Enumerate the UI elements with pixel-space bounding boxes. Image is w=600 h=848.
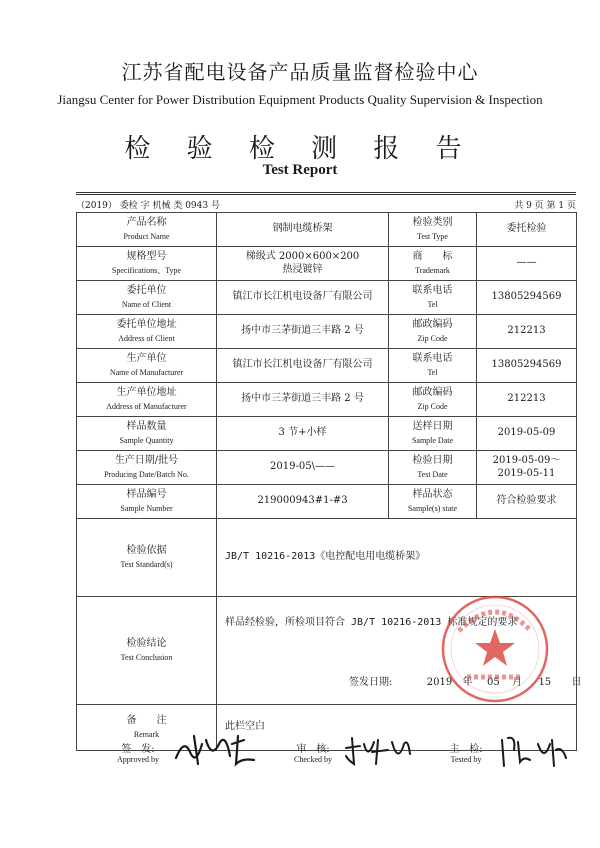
client-value: 镇江市长江机电设备厂有限公司 [217,281,389,315]
client-zip-value: 212213 [477,315,577,349]
report-number: （2019） 委检 字 机械 类 0943 号 [76,201,220,211]
tester-signature [496,732,570,772]
conclusion-text: 样品经检验，所检项目符合 JB/T 10216-2013 标准规定的要求 [225,617,518,628]
table-row [77,281,577,315]
report-info-table [76,212,582,751]
label-cell: 检验结论 Test Conclusion [77,597,217,705]
table-row [77,349,577,383]
label-cell: 规格型号 Specifications、Type [77,247,217,281]
manufacturer-zip-value: 212213 [477,383,577,417]
label-cell: 委托单位地址 Address of Client [77,315,217,349]
label-cell: 生产单位 Name of Manufacturer [77,349,217,383]
manufacturer-address-value: 扬中市三茅街道三丰路 2 号 [217,383,389,417]
label-cell: 联系电话 Tel [389,281,477,315]
sample-quantity-value: 3 节+小样 [217,417,389,451]
table-row [77,519,577,597]
issue-year-unit: 年 [462,677,473,688]
checker-signature [342,734,414,770]
page-info: 共 9 页 第 1 页 [514,201,576,211]
issue-day-unit: 日 [571,677,582,688]
client-tel-value: 13805294569 [477,281,577,315]
manufacturer-tel-value: 13805294569 [477,349,577,383]
trademark-value: —— [477,247,577,281]
label-cell: 产品名称 Product Name [77,213,217,247]
label-cell: 样品编号 Sample Number [77,485,217,519]
issue-month-unit: 月 [512,677,523,688]
spec-value: 梯级式 2000×600×200 热浸镀锌 [217,247,389,281]
manufacturer-value: 镇江市长江机电设备厂有限公司 [217,349,389,383]
tested-by-label: 主 检: Tested by [449,744,483,764]
label-cell: 生产日期/批号 Producing Date/Batch No. [77,451,217,485]
issue-month: 05 [486,677,500,688]
test-date-value: 2019-05-09～ 2019-05-11 [477,451,577,485]
batch-value: 2019-05\—— [217,451,389,485]
table-row [77,383,577,417]
report-title-en: Test Report [262,162,338,178]
label-cell: 备 注 Remark [77,705,217,751]
sample-state-value: 符合检验要求 [477,485,577,519]
issue-year: 2019 [426,677,453,688]
label-cell: 送样日期 Sample Date [389,417,477,451]
table-row [77,485,577,519]
table-row [77,597,577,705]
checked-by-label: 审 核: Checked by [294,744,332,764]
remark-value: 此栏空白 [217,705,577,751]
product-name-value: 钢制电缆桥架 [217,213,389,247]
label-cell: 联系电话 Tel [389,349,477,383]
label-cell: 邮政编码 Zip Code [389,315,477,349]
label-cell: 邮政编码 Zip Code [389,383,477,417]
report-title-cn: 检 验 检 测 报 告 [124,134,476,164]
label-cell: 样品数量 Sample Quantity [77,417,217,451]
sample-date-value: 2019-05-09 [477,417,577,451]
test-type-value: 委托检验 [477,213,577,247]
header-rule-top [76,192,576,193]
table-row [77,315,577,349]
sample-number-value: 219000943#1-#3 [217,485,389,519]
table-row [77,247,577,281]
org-name-en: Jiangsu Center for Power Distribution Equipment Products Quality Supervision & Inspection [57,92,543,107]
label-cell: 样品状态 Sample(s) state [389,485,477,519]
issue-day: 15 [538,677,552,688]
label-cell: 委托单位 Name of Client [77,281,217,315]
table-row [77,213,577,247]
official-stamp [437,591,553,707]
client-address-value: 扬中市三茅街道三丰路 2 号 [217,315,389,349]
header-rule-bottom [76,194,576,195]
table-row [77,417,577,451]
label-cell: 生产单位地址 Address of Manufacturer [77,383,217,417]
issue-date-label: 签发日期: [349,677,393,688]
label-cell: 商 标 Trademark [389,247,477,281]
org-name-cn: 江苏省配电设备产品质量监督检验中心 [121,60,479,84]
approved-by-label: 签 发: Approved by [117,744,159,764]
label-cell: 检验依据 Test Standard(s) [77,519,217,597]
table-row [77,451,577,485]
conclusion-cell [217,597,582,705]
test-standard-value: JB/T 10216-2013《电控配电用电缆桥架》 [217,519,577,597]
label-cell: 检验类别 Test Type [389,213,477,247]
approver-signature [172,730,262,770]
label-cell: 检验日期 Test Date [389,451,477,485]
